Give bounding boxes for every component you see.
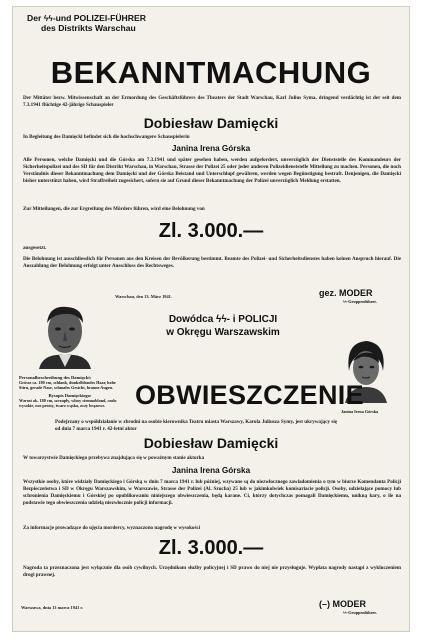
caption-pl-title: Rysopis Damięckiego: [48, 393, 92, 398]
authority-line-2: des Distrikts Warschau [41, 23, 136, 33]
reward-pl: Zl. 3.000.— [158, 537, 264, 559]
signature-de: gez. MODER [319, 288, 373, 298]
caption-gorska: Janina Irena Górska [341, 409, 379, 414]
paragraph-de-4: Zur Mitteilungen, die zur Ergreifung des Mörders führen, wird eine Belohnung von [23, 206, 205, 212]
reward-de-after: ausgesetzt. [23, 245, 47, 251]
paragraph-de-3: Alle Personen, welche Damięcki und die Górska am 7.3.1941 und später gesehen haben, werden aufgefordert, unverzüglich der Dienststelle des Kommandeurs der Sicherheitspolizei und des SD für den Distrikt Warschau, in Warschau, Strasse der Polizei 25 oder jeder anderen Polizeidienststelle Mitteilung zu machen. Personen, die noch Verständnis dieser Bekanntmachung dem Damięcki und der Górska Beistand und Unterschlupf gewähren, werden wegen Begünstigung bestraft. Denjenigen, die Damięcki bisher unterstützt haben, wird Straffreiheit zugesichert, sofern sie auf Grund dieser Bekanntmachung der Polizei unverzüglich Meldung erstatten. [23, 157, 401, 184]
authority-line-1: Der ϟϟ-und POLIZEI-FÜHRER [27, 13, 146, 23]
reward-de: Zl. 3.000.— [158, 220, 264, 242]
caption-damiecki [19, 375, 121, 408]
caption-pl-text: Wzrost ok. 180 cm, szczupły, włosy ciemnoblond, czoło wysokie, nos prosty, twarz wąska, oczy brązowe. [19, 398, 117, 408]
poster [12, 6, 410, 632]
date-de: Warschau, den 13. März 1941. [115, 294, 172, 299]
name-gorska-pl: Janina Irena Górska [171, 466, 251, 475]
caption-de-text: Grösse ca. 180 cm, schlank, dunkelblondes Haar, hohe Stirn, gerade Nase, schmales Gesicht, braune Augen. [19, 380, 116, 390]
paragraph-de-1: Der Mittäter bezw. Mitwissenschaft an der Ermordung des Geschäftsführers des Theaters der Stadt Warschau, Karl Julius Syma, dringend verdächtig ist der seit dem 7.3.1941 flüchtige 42-jährige Schauspieler [23, 95, 401, 108]
caption-de-title: Personalbeschreibung des Damięcki: [19, 375, 92, 380]
paragraph-pl-3: Wszystkie osoby, które widziały Damięckiego i Górską w dniu 7 marca 1941 r. lub później, wzywane są do niezwłocznego zawiadomienia o tym w biurze Komendanta Policji Bezpieczeństwa i SD w Okręgu Warszawskim, w Warszawie, Strasse der Polizei (Al. Szucha) 25 lub w jakimkolwiek komisariacie policji. Osoby, udzielające pomocy lub schronienia Damięckiemu i Górskiej po opublikowaniu niniejszego obwieszczenia, będą karane. Ci, którzy dotychczas pomagali Damięckiemu, unikną kary, o ile na podstawie tego obwieszczenia udzielą niezwłocznie policji informacji. [23, 479, 401, 506]
authority-pl-line-2: w Okręgu Warszawskim [166, 327, 280, 338]
signature-de-rank: ϟϟ-Gruppenführer. [343, 299, 377, 304]
paragraph-pl-4: Za informacje prowadzące do ujęcia mordercy, wyznaczono nagrodę w wysokości [23, 525, 201, 531]
signature-pl: (–) MODER [319, 599, 366, 609]
portrait-damiecki-image [37, 301, 93, 369]
title-obwieszczenie: OBWIESZCZENIE [135, 380, 364, 410]
authority-header-pl [133, 313, 313, 339]
paragraph-pl-1: Podejrzany o współdziałanie w zbrodni na osobie kierownika Teatru miasta Warszawy, Karola Juliusza Symy, jest ukrywający się od dnia 7 marca 1941 r. 42-letni aktor [55, 419, 337, 432]
portrait-damiecki [37, 301, 93, 369]
title-bekanntmachung: BEKANNTMACHUNG [50, 55, 372, 90]
authority-header-de [27, 13, 146, 33]
paragraph-pl-2: W towarzystwie Damięckiego przebywa znajdująca się w poważnym stanie aktorka [23, 455, 205, 461]
paragraph-de-2: In Begleitung des Damięcki befindet sich die hochschwangere Schauspielerin [23, 134, 190, 140]
paragraph-de-5: Die Belohnung ist ausschliesslich für Personen aus den Kreisen der Bevölkerung bestimmt. Beamte des Polizei- und Sicherheitsdienstes haben keinen Anspruch hierauf. Die Auszahlung der Belohnung erfolgt unter Ausschluss des Rechtsweges. [23, 256, 401, 269]
name-damiecki-pl: Dobiesław Damięcki [143, 435, 279, 451]
paragraph-pl-5: Nagroda ta przeznaczona jest wyłącznie dla osób cywilnych. Urzędnikom służby policyjnej i SD prawo do niej nie przysługuje. Wypłata nagrody nastąpi z wykluczeniem drogi prawnej. [23, 565, 401, 578]
name-damiecki-de: Dobiesław Damięcki [143, 115, 279, 131]
authority-pl-line-1: Dowódca ϟϟ- i POLICJI [168, 314, 278, 325]
signature-pl-rank: ϟϟ-Gruppenführer. [343, 610, 377, 615]
date-pl: Warszawa, dnia 13 marca 1941 r. [21, 605, 84, 610]
name-gorska-de: Janina Irena Górska [171, 144, 251, 153]
